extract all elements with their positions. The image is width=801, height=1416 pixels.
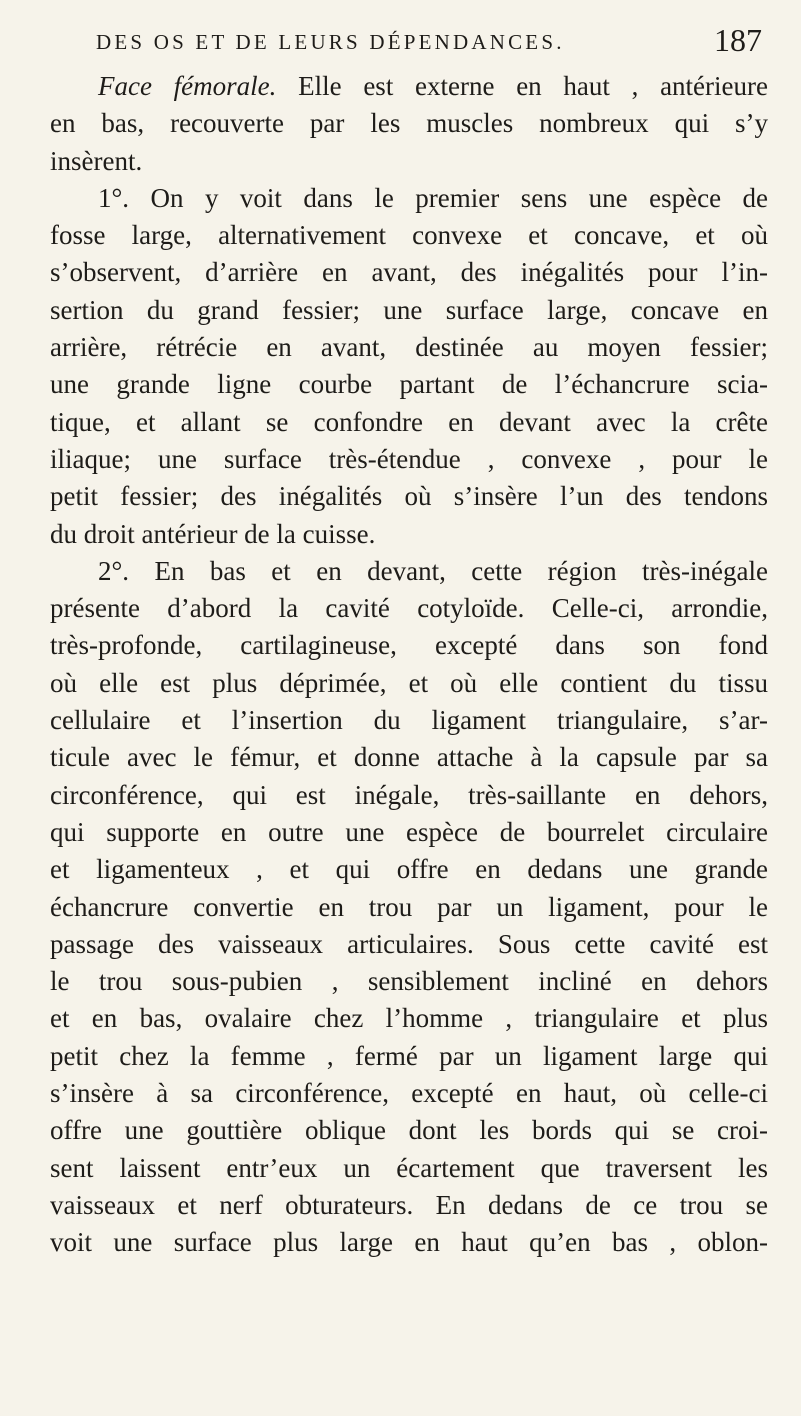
text-line: et en bas, ovalaire chez l’homme , triangulaire et plus — [50, 1003, 768, 1034]
text-line: ticule avec le fémur, et donne attache à la capsule par sa — [50, 742, 768, 773]
text-line: insèrent. — [50, 145, 143, 176]
text-line: 2°. En bas et en devant, cette région très-inégale — [98, 555, 768, 586]
text-fragment: Elle est externe en haut , antérieure — [276, 71, 768, 101]
text-line: qui supporte en outre une espèce de bourrelet circulaire — [50, 816, 768, 847]
text-line: et ligamenteux , et qui offre en dedans une grande — [50, 854, 768, 885]
text-line: passage des vaisseaux articulaires. Sous cette cavité est — [50, 928, 768, 959]
running-head: DES OS ET DE LEURS DÉPENDANCES. — [96, 30, 565, 54]
text-line: échancrure convertie en trou par un ligament, pour le — [50, 891, 768, 922]
text-line: vaisseaux et nerf obturateurs. En dedans de ce trou se — [50, 1189, 768, 1220]
text-line: petit chez la femme , fermé par un ligament large qui — [50, 1040, 768, 1071]
text-line: en bas, recouverte par les muscles nombreux qui s’y — [50, 108, 768, 139]
page-number: 187 — [714, 22, 762, 58]
text-line: voit une surface plus large en haut qu’en bas , oblon- — [50, 1227, 768, 1258]
text-line: circonférence, qui est inégale, très-saillante en dehors, — [50, 779, 768, 810]
text-line: s’insère à sa circonférence, excepté en haut, où celle-ci — [50, 1078, 768, 1109]
text-line: arrière, rétrécie en avant, destinée au moyen fessier; — [50, 332, 768, 363]
text-line: offre une gouttière oblique dont les bords qui se croi- — [50, 1115, 768, 1146]
text-line: cellulaire et l’insertion du ligament triangulaire, s’ar- — [50, 705, 768, 736]
text-line — [50, 68, 768, 105]
text-line: du droit antérieur de la cuisse. — [50, 518, 376, 549]
page-header — [96, 22, 766, 62]
section-heading: Face fémorale. — [98, 71, 277, 101]
text-line: iliaque; une surface très-étendue , convexe , pour le — [50, 443, 768, 474]
text-line: s’observent, d’arrière en avant, des inégalités pour l’in- — [50, 257, 768, 288]
text-line: une grande ligne courbe partant de l’échancrure scia- — [50, 369, 768, 400]
text-line: sertion du grand fessier; une surface large, concave en — [50, 294, 768, 325]
text-line: le trou sous-pubien , sensiblement incliné en dehors — [50, 966, 768, 997]
text-line: 1°. On y voit dans le premier sens une espèce de — [98, 182, 768, 213]
text-line: sent laissent entr’eux un écartement que traversent les — [50, 1152, 768, 1183]
text-line: où elle est plus déprimée, et où elle contient du tissu — [50, 667, 768, 698]
text-line: fosse large, alternativement convexe et concave, et où — [50, 220, 768, 251]
text-line: tique, et allant se confondre en devant avec la crête — [50, 406, 768, 437]
text-line: très-profonde, cartilagineuse, excepté dans son fond — [50, 630, 768, 661]
text-line: petit fessier; des inégalités où s’insère l’un des tendons — [50, 481, 768, 512]
text-line: présente d’abord la cavité cotyloïde. Celle-ci, arrondie, — [50, 593, 768, 624]
body-text — [50, 68, 768, 1262]
